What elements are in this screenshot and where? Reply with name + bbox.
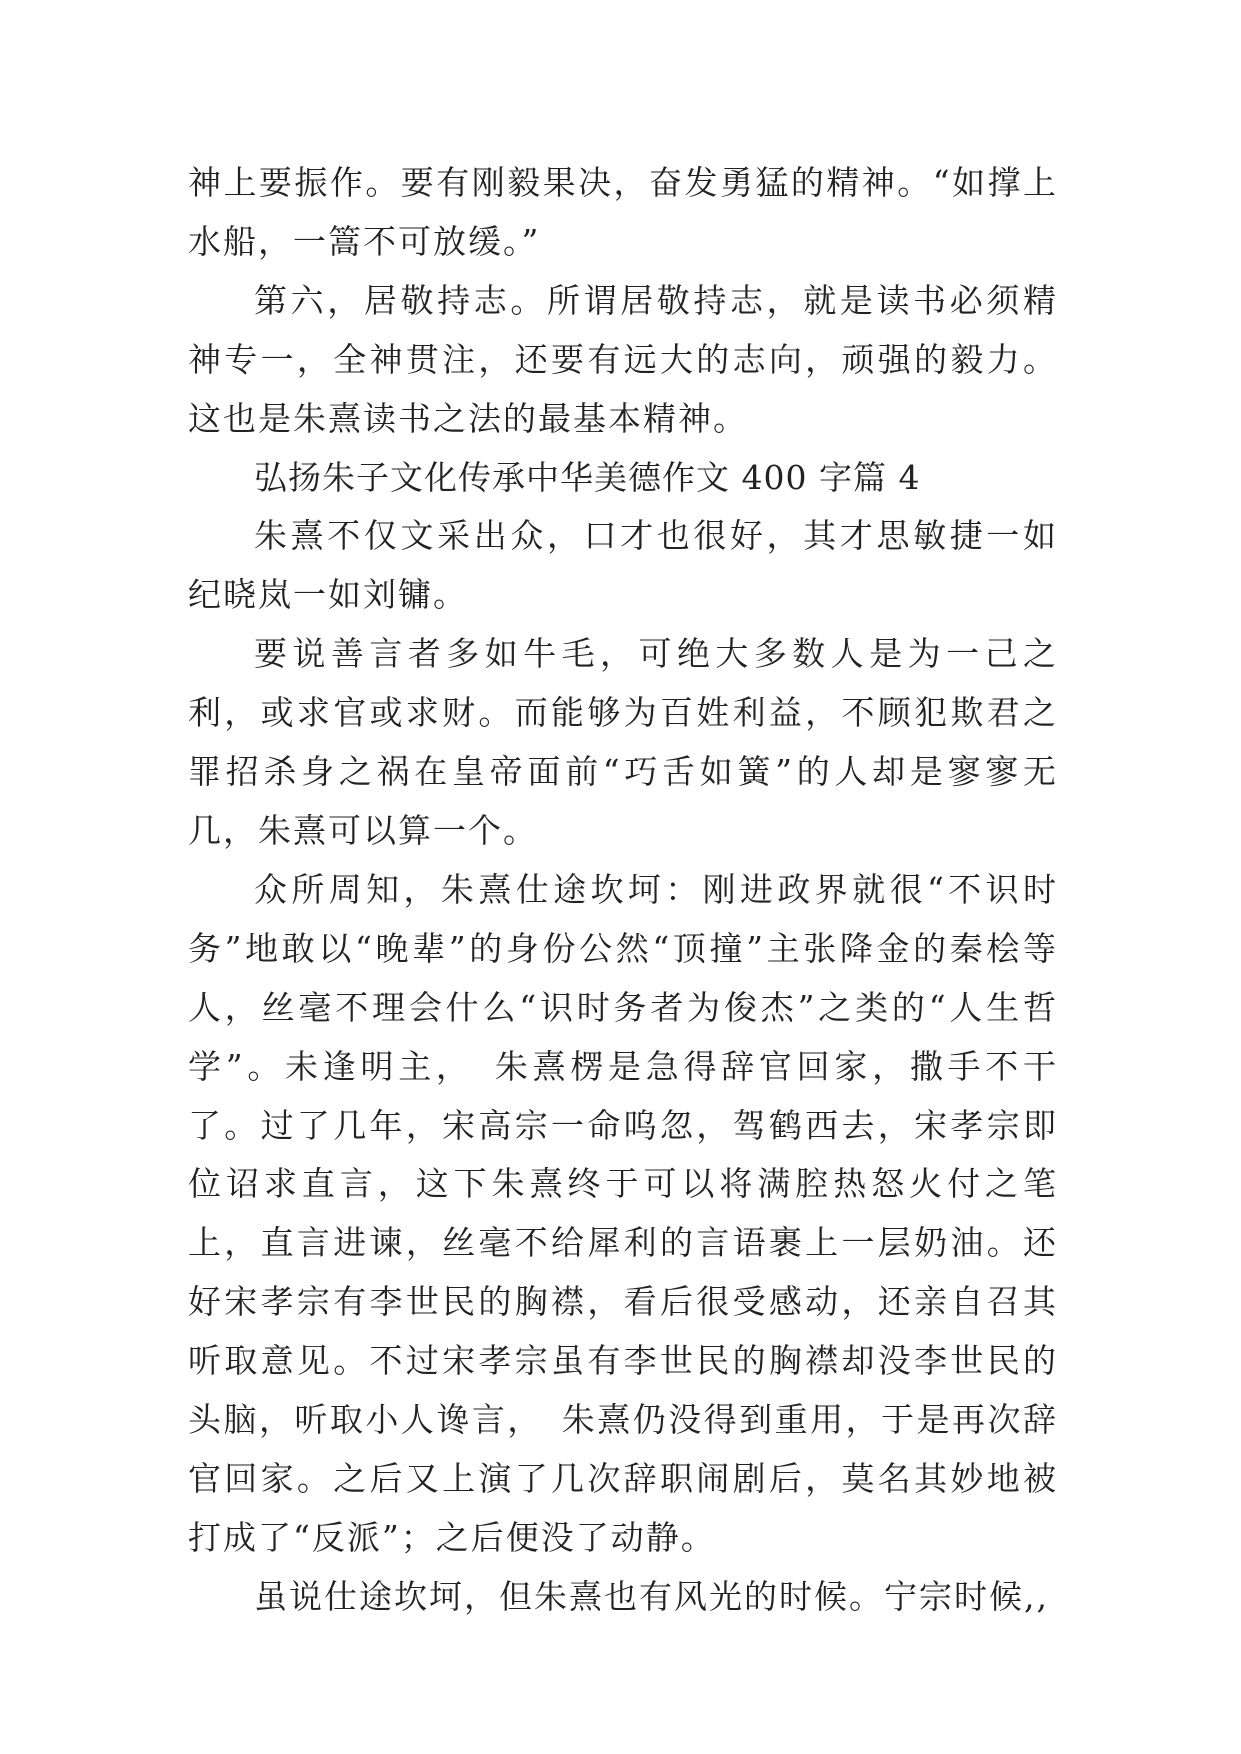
paragraph-career: 众所周知，朱熹仕途坎坷：刚进政界就很“不识时务”地敢以“晚辈”的身份公然“顶撞”主张降金的秦桧等人，丝毫不理会什么“识时务者为俊杰”之类的“人生哲学”。未逢明主， 朱熹楞是急得辞官回家，撒手不干了。过了几年，宋高宗一命呜忽，驾鹤西去，宋孝宗即位诏求直言，这下朱熹终于可以将满腔热怒火付之笔上，直言进谏，丝毫不给犀利的言语裹上一层奶油。还好宋孝宗有李世民的胸襟，看后很受感动，还亲自召其听取意见。不过宋孝宗虽有李世民的胸襟却没李世民的头脑，听取小人谗言， 朱熹仍没得到重用，于是再次辞官回家。之后又上演了几次辞职闹剧后，莫名其妙地被打成了“反派”；之后便没了动静。 xyxy=(188,869,1058,1557)
paragraph-speakers: 要说善言者多如牛毛，可绝大多数人是为一己之利，或求官或求财。而能够为百姓利益，不顾犯欺君之罪招杀身之祸在皇帝面前“巧舌如簧”的人却是寥寥无几，朱熹可以算一个。 xyxy=(188,634,1058,850)
paragraph-sixth-method: 第六，居敬持志。所谓居敬持志，就是读书必须精神专一，全神贯注，还要有远大的志向，顽强的毅力。这也是朱熹读书之法的最基本精神。 xyxy=(188,280,1058,438)
section-heading: 弘扬朱子文化传承中华美德作文 400 字篇 4 xyxy=(254,457,921,497)
paragraph-continuation: 神上要振作。要有刚毅果决，奋发勇猛的精神。“如撑上水船，一篙不可放缓。” xyxy=(188,163,1058,261)
paragraph-glory: 虽说仕途坎坷，但朱熹也有风光的时候。宁宗时候,, xyxy=(254,1576,1049,1616)
body-text xyxy=(188,154,1058,1627)
paragraph-eloquence: 朱熹不仅文采出众，口才也很好，其才思敏捷一如纪晓岚一如刘镛。 xyxy=(188,516,1058,615)
